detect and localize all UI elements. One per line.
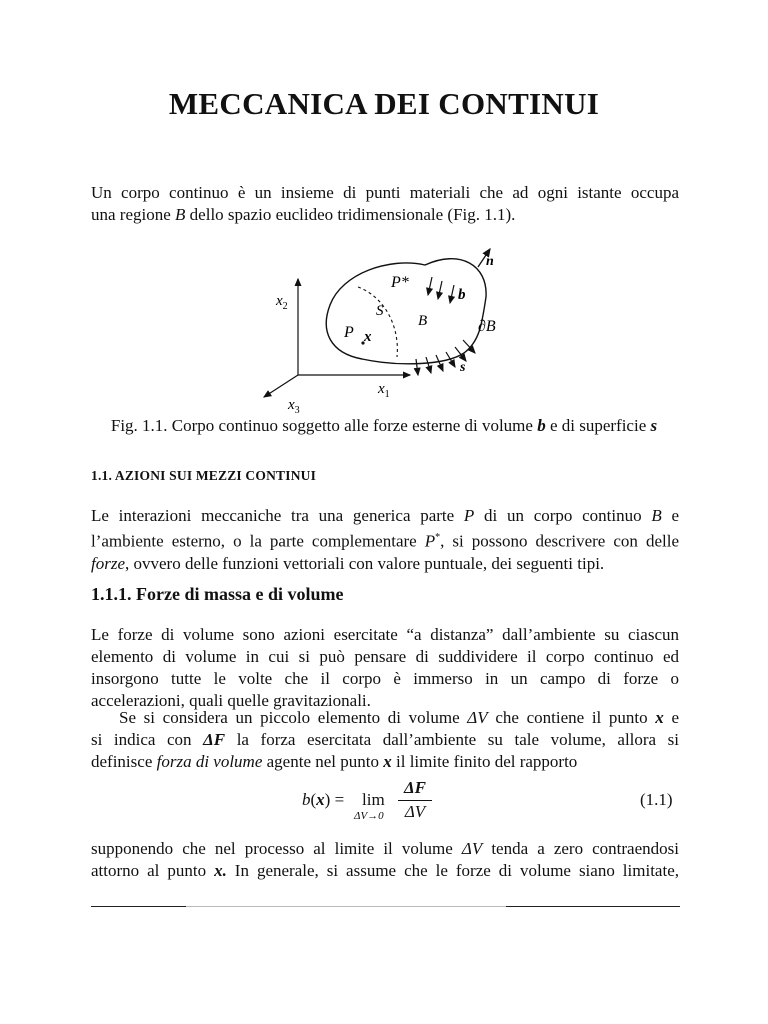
para1-line-3 xyxy=(91,553,679,575)
symbol-dV: ΔV xyxy=(461,839,483,858)
symbol-B: B xyxy=(651,506,662,525)
section-heading-1-1-1: 1.1.1. Forze di massa e di volume xyxy=(91,584,344,604)
surface-force-arrow xyxy=(416,359,418,375)
text-run: attorno al punto xyxy=(91,861,215,880)
text-run: la forza esercitata dall’ambiente su tale volume, allora si xyxy=(225,730,680,749)
para1-line-1 xyxy=(91,505,679,527)
label-x3: x xyxy=(288,397,295,413)
label-s: s xyxy=(460,360,466,375)
text-run: di un corpo continuo xyxy=(474,506,652,525)
svg-text:x1 xyxy=(377,381,390,400)
figure-continuum-body xyxy=(250,235,520,415)
para1-line-2 xyxy=(91,527,679,553)
footer-rule-left xyxy=(91,906,186,907)
eq-numerator xyxy=(398,778,432,798)
label-n: n xyxy=(486,254,494,269)
page-title: MECCANICA DEI CONTINUI xyxy=(168,86,600,121)
body-force-arrow xyxy=(450,285,454,303)
intro-line-1: Un corpo continuo è un insieme di punti materiali che ad ogni istante occupa xyxy=(91,183,679,202)
text-run: una regione xyxy=(91,205,176,224)
figure-caption xyxy=(0,416,768,436)
text-run: In generale, si assume che le forze di volume siano limitate, xyxy=(226,861,679,880)
eq-lim-sub: ΔV→0 xyxy=(354,810,384,822)
equation-1-1 xyxy=(300,780,500,824)
text-run: agente nel punto xyxy=(262,752,384,771)
symbol-P: P xyxy=(424,531,436,551)
paragraph-interactions xyxy=(91,505,679,575)
superscript-star: * xyxy=(435,532,441,543)
text-run: e xyxy=(663,708,679,727)
paragraph-limit xyxy=(91,838,679,882)
eq-b: b xyxy=(302,790,311,809)
text-run: , si possono descrivere con delle xyxy=(440,531,679,551)
body-force-arrow xyxy=(438,281,442,299)
eq-dF: ΔF xyxy=(404,778,426,797)
symbol-x: x xyxy=(383,752,392,771)
eq-x: x xyxy=(316,790,325,809)
label-B: B xyxy=(418,313,428,329)
footer-rule-middle xyxy=(186,906,506,907)
text-run: e di superficie xyxy=(545,416,651,435)
label-Pstar: P* xyxy=(391,274,409,291)
para3-line-2 xyxy=(91,729,679,751)
text-run: tenda a zero contraendosi xyxy=(482,839,679,858)
symbol-dV: ΔV xyxy=(467,708,488,727)
para4-line-2 xyxy=(91,860,679,882)
para2-line-1: Le forze di volume sono azioni esercitate “a distanza” dall’ambiente su ciascun xyxy=(91,625,679,644)
para2-line-2: elemento di volume in cui si può pensare di suddividere il corpo continuo ed xyxy=(91,647,679,666)
text-run: , ovvero delle funzioni vettoriali con valore puntuale, dei seguenti tipi. xyxy=(125,553,605,573)
svg-text:x3 xyxy=(287,397,300,415)
symbol-B: B xyxy=(175,205,186,224)
symbol-b: b xyxy=(537,416,546,435)
surface-force-arrow xyxy=(463,340,475,353)
text-run: Fig. 1.1. Corpo continuo soggetto alle forze esterne di volume xyxy=(110,416,538,435)
eq-fraction-bar xyxy=(398,800,432,801)
label-dB: ∂B xyxy=(478,318,496,335)
label-x1: x xyxy=(378,381,385,397)
term-forze: forze xyxy=(91,553,125,573)
label-x1-sub: 1 xyxy=(384,389,390,400)
paragraph-body-forces xyxy=(91,624,679,712)
text-run: supponendo che nel processo al limite il volume xyxy=(91,839,462,858)
text-run: e xyxy=(661,506,680,525)
equation-number: (1.1) xyxy=(640,790,673,809)
footer-rule-right xyxy=(506,906,680,907)
section-heading-1-1: 1.1. AZIONI SUI MEZZI CONTINUI xyxy=(91,468,317,483)
eq-denominator xyxy=(398,802,432,822)
term-forza-di-volume: forza di volume xyxy=(156,752,263,771)
para3-line-1 xyxy=(91,707,679,729)
symbol-x: x. xyxy=(214,861,227,880)
eq-dV: ΔV xyxy=(404,802,426,821)
surface-force-arrow xyxy=(455,347,466,361)
para3-line-3 xyxy=(91,751,679,773)
svg-text:x2 xyxy=(275,293,288,312)
eq-lhs: b(x) = xyxy=(302,790,345,809)
symbol-x: x xyxy=(655,708,664,727)
label-b: b xyxy=(458,287,466,303)
para2-line-4: accelerazioni, quali quelle gravitazionali. xyxy=(91,691,371,710)
paragraph-definition xyxy=(91,707,679,773)
intro-line-2 xyxy=(91,204,679,226)
eq-lim: lim xyxy=(362,790,385,809)
symbol-dF: ΔF xyxy=(203,730,226,749)
label-x: x xyxy=(364,329,372,345)
surface-S xyxy=(358,287,397,357)
label-x2-sub: 2 xyxy=(282,301,288,312)
text-run: Le interazioni meccaniche tra una generica parte xyxy=(91,506,464,525)
text-run: Se si considera un piccolo elemento di volume xyxy=(119,708,468,727)
surface-force-arrow xyxy=(436,355,443,371)
text-run: definisce xyxy=(91,752,157,771)
label-x2: x xyxy=(276,293,283,309)
para4-line-1 xyxy=(91,838,679,860)
para2-line-3: insorgono tutte le volte che il corpo è immerso in un campo di forze o xyxy=(91,669,679,688)
text-run: si indica con xyxy=(91,730,204,749)
body-force-arrow xyxy=(428,277,432,295)
label-x3-sub: 3 xyxy=(294,405,300,415)
text-run: dello spazio euclideo tridimensionale (Fig. 1.1). xyxy=(185,205,516,224)
symbol-P: P xyxy=(463,506,475,525)
intro-paragraph xyxy=(91,182,679,226)
text-run: che contiene il punto xyxy=(487,708,656,727)
text-run: il limite finito del rapporto xyxy=(391,752,578,771)
axis-x3 xyxy=(264,375,298,397)
label-S: S xyxy=(376,303,384,319)
symbol-s: s xyxy=(650,416,658,435)
surface-force-arrow xyxy=(426,357,431,373)
label-P: P xyxy=(344,324,354,341)
text-run: l’ambiente esterno, o la parte complementare xyxy=(91,531,425,551)
